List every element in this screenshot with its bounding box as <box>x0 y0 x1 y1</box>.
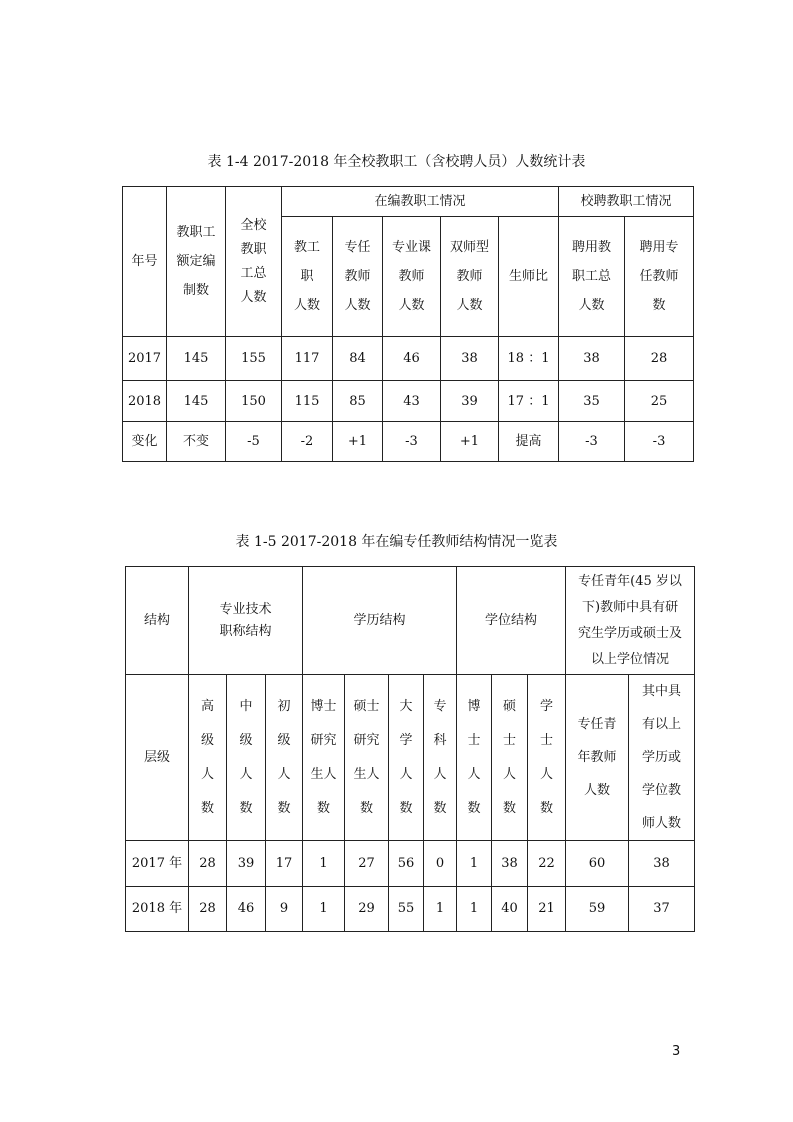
header-doctor-degree: 博 士 人 数 <box>457 675 492 841</box>
header-college-edu: 专 科 人 数 <box>424 675 457 841</box>
header-senior: 高 级 人 数 <box>189 675 227 841</box>
table-row <box>123 381 694 422</box>
header-title-structure: 专业技术 职称结构 <box>189 567 303 675</box>
header-fulltime: 专任 教师 人数 <box>333 217 383 337</box>
table-row <box>123 422 694 462</box>
header-phd-edu: 博士 研究 生人 数 <box>303 675 345 841</box>
cell: 39 <box>441 381 499 422</box>
cell: 1 <box>424 887 457 932</box>
cell: 38 <box>629 841 695 887</box>
header-quota: 教职工 额定编 制数 <box>167 187 226 337</box>
header-specialty: 专业课 教师 人数 <box>383 217 441 337</box>
cell: 46 <box>227 887 266 932</box>
cell: 155 <box>226 337 282 381</box>
cell: 变化 <box>123 422 167 462</box>
cell: 17 <box>266 841 303 887</box>
cell: 29 <box>345 887 389 932</box>
cell: 1 <box>457 841 492 887</box>
cell: 1 <box>303 887 345 932</box>
cell: 27 <box>345 841 389 887</box>
cell: 56 <box>389 841 424 887</box>
header-bachelor-edu: 大 学 人 数 <box>389 675 424 841</box>
cell: 28 <box>189 841 227 887</box>
cell: +1 <box>333 422 383 462</box>
cell: 2018 年 <box>126 887 189 932</box>
header-level: 层级 <box>126 675 189 841</box>
header-structure: 结构 <box>126 567 189 675</box>
header-edu-structure: 学历结构 <box>303 567 457 675</box>
cell: 17 ：1 <box>499 381 559 422</box>
cell: 145 <box>167 381 226 422</box>
cell: 28 <box>625 337 694 381</box>
header-young-group: 专任青年(45 岁以 下)教师中具有研 究生学历或硕士及 以上学位情况 <box>566 567 695 675</box>
cell: 9 <box>266 887 303 932</box>
table-1-5-caption: 表 1-5 2017-2018 年在编专任教师结构情况一览表 <box>235 534 558 550</box>
cell: 提高 <box>499 422 559 462</box>
cell: 18 ：1 <box>499 337 559 381</box>
header-master-edu: 硕士 研究 生人 数 <box>345 675 389 841</box>
header-staffed-group: 在编教职工情况 <box>282 187 559 217</box>
cell: 不变 <box>167 422 226 462</box>
cell: 59 <box>566 887 629 932</box>
header-degree-structure: 学位结构 <box>457 567 566 675</box>
cell: -5 <box>226 422 282 462</box>
cell: 1 <box>457 887 492 932</box>
header-young-qualified: 其中具 有以上 学历或 学位教 师人数 <box>629 675 695 841</box>
header-master-degree: 硕 士 人 数 <box>492 675 528 841</box>
header-teaching: 教工 职 人数 <box>282 217 333 337</box>
cell: 38 <box>559 337 625 381</box>
cell: -3 <box>559 422 625 462</box>
cell: 38 <box>441 337 499 381</box>
cell: +1 <box>441 422 499 462</box>
header-middle: 中 级 人 数 <box>227 675 266 841</box>
cell: 145 <box>167 337 226 381</box>
cell: 28 <box>189 887 227 932</box>
header-hired-total: 聘用教 职工总 人数 <box>559 217 625 337</box>
cell: -3 <box>625 422 694 462</box>
header-ratio: 生师比 <box>499 217 559 337</box>
cell: 60 <box>566 841 629 887</box>
cell: 2018 <box>123 381 167 422</box>
teacher-structure-table <box>125 566 695 932</box>
cell: 55 <box>389 887 424 932</box>
header-hired-fulltime: 聘用专 任教师 数 <box>625 217 694 337</box>
table-row <box>126 887 695 932</box>
cell: 43 <box>383 381 441 422</box>
header-young-count: 专任青 年教师 人数 <box>566 675 629 841</box>
header-year: 年号 <box>123 187 167 337</box>
header-bachelor-degree: 学 士 人 数 <box>528 675 566 841</box>
cell: 84 <box>333 337 383 381</box>
cell: 40 <box>492 887 528 932</box>
cell: -3 <box>383 422 441 462</box>
header-hired-group: 校聘教职工情况 <box>559 187 694 217</box>
header-dual: 双师型 教师 人数 <box>441 217 499 337</box>
staff-count-table <box>122 186 694 462</box>
page-number: 3 <box>672 1044 681 1059</box>
cell: 2017 年 <box>126 841 189 887</box>
table-row <box>126 841 695 887</box>
table-row <box>123 337 694 381</box>
cell: 85 <box>333 381 383 422</box>
cell: 38 <box>492 841 528 887</box>
cell: 46 <box>383 337 441 381</box>
cell: 21 <box>528 887 566 932</box>
cell: 2017 <box>123 337 167 381</box>
cell: 25 <box>625 381 694 422</box>
cell: 1 <box>303 841 345 887</box>
cell: 0 <box>424 841 457 887</box>
cell: 39 <box>227 841 266 887</box>
cell: 150 <box>226 381 282 422</box>
cell: 37 <box>629 887 695 932</box>
header-total: 全校 教职 工总 人数 <box>226 187 282 337</box>
cell: 22 <box>528 841 566 887</box>
header-junior: 初 级 人 数 <box>266 675 303 841</box>
table-1-4-caption: 表 1-4 2017-2018 年全校教职工（含校聘人员）人数统计表 <box>207 154 586 170</box>
cell: 35 <box>559 381 625 422</box>
cell: 115 <box>282 381 333 422</box>
cell: 117 <box>282 337 333 381</box>
cell: -2 <box>282 422 333 462</box>
